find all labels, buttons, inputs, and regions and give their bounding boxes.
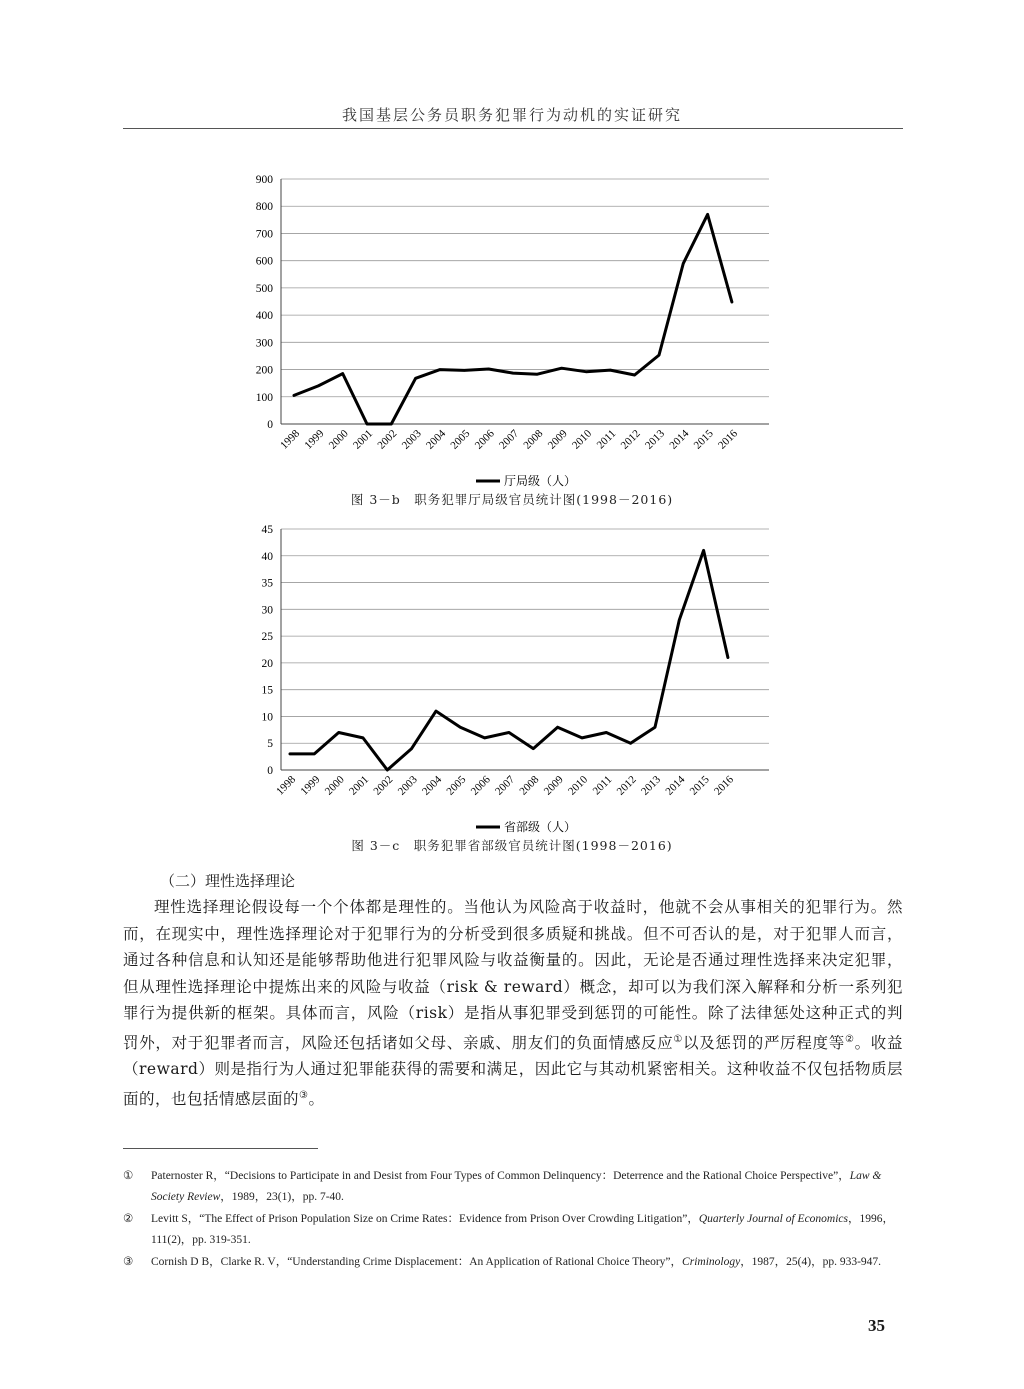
page-number: 35: [868, 1316, 885, 1335]
y-tick-label: 20: [261, 657, 273, 670]
y-tick-label: 200: [255, 364, 273, 377]
series-line: [290, 550, 728, 770]
x-tick-label: 2004: [424, 427, 449, 452]
data-point: [337, 731, 339, 733]
footnote-body: [151, 1209, 903, 1251]
data-point: [313, 753, 315, 755]
figure-caption-b: 图 3－b 职务犯罪厅局级官员统计图(1998－2016): [350, 492, 674, 507]
footnote-3: [123, 1252, 903, 1273]
y-tick-label: 900: [255, 174, 273, 186]
footnote-citation: ，1996，111(2)，pp. 319-351.: [151, 1213, 895, 1246]
section-heading: （二）理性选择理论: [160, 872, 296, 890]
x-tick-label: 2003: [399, 427, 424, 452]
footnote-body: [151, 1252, 903, 1273]
footnote-journal: Law & Society Review: [151, 1170, 882, 1203]
x-tick-label: 2010: [566, 773, 591, 798]
y-tick-label: 300: [255, 337, 273, 350]
y-tick-label: 15: [261, 684, 273, 697]
data-point: [605, 731, 607, 733]
y-tick-label: 500: [255, 282, 273, 295]
data-point: [581, 737, 583, 739]
y-tick-label: 100: [255, 391, 273, 404]
x-tick-label: 2008: [521, 427, 546, 452]
data-point: [463, 369, 465, 371]
x-tick-label: 2013: [643, 427, 668, 452]
data-point: [289, 753, 291, 755]
x-tick-label: 2015: [691, 427, 716, 452]
x-tick-label: 2005: [444, 773, 469, 798]
data-point: [487, 368, 489, 370]
legend-label: 厅局级（人）: [504, 474, 577, 488]
x-tick-label: 2016: [712, 773, 737, 798]
data-point: [459, 726, 461, 728]
x-tick-label: 1999: [298, 773, 323, 798]
footnote-journal: Criminology: [682, 1256, 741, 1268]
footnote-body: [151, 1166, 903, 1208]
x-tick-label: 2014: [663, 773, 688, 798]
x-tick-label: 2014: [667, 427, 692, 452]
series-line: [294, 214, 732, 424]
y-tick-label: 5: [267, 738, 273, 751]
footnote-mark: ③: [123, 1256, 134, 1268]
x-tick-label: 1998: [278, 427, 303, 452]
data-point: [654, 726, 656, 728]
data-point: [560, 367, 562, 369]
y-tick-label: 10: [261, 711, 273, 724]
data-point: [362, 737, 364, 739]
x-tick-label: 2013: [639, 773, 664, 798]
x-tick-label: 2015: [687, 773, 712, 798]
data-point: [439, 368, 441, 370]
x-tick-label: 2004: [420, 773, 445, 798]
header-rule: [123, 128, 903, 129]
x-tick-label: 2006: [472, 427, 497, 452]
y-tick-label: 0: [267, 419, 273, 431]
footnote-ref-2[interactable]: ②: [844, 1033, 855, 1045]
data-point: [678, 619, 680, 621]
paragraph-end: 。: [308, 1089, 325, 1108]
body-paragraph: [123, 894, 903, 1112]
x-tick-label: 2000: [322, 773, 347, 798]
data-point: [536, 373, 538, 375]
x-tick-label: 2007: [493, 773, 518, 798]
data-point: [532, 747, 534, 749]
paragraph-text-2: 以及惩罚的严厉程度等: [683, 1033, 845, 1052]
x-tick-label: 2006: [468, 773, 493, 798]
data-point: [508, 731, 510, 733]
data-point: [727, 656, 729, 658]
x-tick-label: 2011: [590, 773, 615, 798]
y-tick-label: 600: [255, 255, 273, 268]
data-point: [390, 423, 392, 425]
y-tick-label: 30: [261, 604, 273, 617]
data-point: [682, 262, 684, 264]
x-tick-label: 2005: [448, 427, 473, 452]
x-tick-label: 2012: [618, 427, 643, 452]
x-tick-label: 1998: [274, 773, 299, 798]
y-tick-label: 700: [255, 228, 273, 241]
data-point: [386, 769, 388, 771]
x-tick-label: 2002: [371, 773, 396, 798]
footnote-1: [123, 1166, 903, 1208]
chart-c: [0, 518, 1024, 834]
footnote-mark: ①: [123, 1170, 134, 1182]
data-point: [293, 394, 295, 396]
data-point: [483, 737, 485, 739]
x-tick-label: 2001: [351, 427, 376, 452]
footnote-mark: ②: [123, 1213, 134, 1225]
y-tick-label: 35: [261, 577, 273, 590]
data-point: [609, 369, 611, 371]
x-tick-label: 2007: [497, 427, 522, 452]
data-point: [410, 747, 412, 749]
footnote-ref-1[interactable]: ①: [673, 1033, 684, 1045]
footnote-citation: ，1989，23(1)，pp. 7-40.: [220, 1191, 344, 1203]
data-point: [435, 710, 437, 712]
data-point: [629, 742, 631, 744]
x-tick-label: 2000: [326, 427, 351, 452]
y-tick-label: 800: [255, 201, 273, 214]
y-tick-label: 45: [261, 524, 273, 536]
figure-caption-c: 图 3－c 职务犯罪省部级官员统计图(1998－2016): [351, 838, 673, 853]
x-tick-label: 2010: [570, 427, 595, 452]
footnote-2: [123, 1209, 903, 1251]
y-tick-label: 0: [267, 765, 273, 777]
footnote-text: Cornish D B，Clarke R. V，“Understanding Crime Displacement：An Application of Rational Choice Theory”，: [151, 1256, 683, 1268]
data-point: [731, 301, 733, 303]
x-tick-label: 2011: [594, 427, 619, 452]
x-tick-label: 2001: [347, 773, 372, 798]
footnote-text: Paternoster R，“Decisions to Participate in and Desist from Four Types of Common Delinquency：Deterrence and the Rational Choice Perspective”，: [151, 1170, 850, 1182]
x-tick-label: 2016: [716, 427, 741, 452]
footnote-ref-3[interactable]: ③: [299, 1089, 309, 1101]
x-tick-label: 2003: [395, 773, 420, 798]
data-point: [706, 213, 708, 215]
data-point: [366, 423, 368, 425]
chart-b: [0, 168, 1024, 488]
x-tick-label: 2012: [614, 773, 639, 798]
data-point: [512, 372, 514, 374]
footnote-journal: Quarterly Journal of Economics: [698, 1213, 849, 1225]
data-point: [658, 354, 660, 356]
data-point: [317, 385, 319, 387]
data-point: [341, 372, 343, 374]
x-tick-label: 2002: [375, 427, 400, 452]
y-tick-label: 25: [261, 631, 273, 644]
data-point: [556, 726, 558, 728]
x-tick-label: 2009: [541, 773, 566, 798]
data-point: [585, 371, 587, 373]
legend-label: 省部级（人）: [504, 820, 577, 834]
running-header: 我国基层公务员职务犯罪行为动机的实证研究: [341, 106, 682, 124]
data-point: [414, 377, 416, 379]
x-tick-label: 1999: [302, 427, 327, 452]
data-point: [702, 549, 704, 551]
paragraph-text-1: 理性选择理论假设每一个个体都是理性的。当他认为风险高于收益时，他就不会从事相关的犯罪行为。然而，在现实中，理性选择理论对于犯罪行为的分析受到很多质疑和挑战。但不可否认的是，对于犯罪人而言，通过各种信息和认知还是能够帮助他进行犯罪风险与收益衡量的。因此，无论是否通过理性选择来决定犯罪，但从理性选择理论中提炼出来的风险与收益（risk & reward）概念，却可以为我们深入解释和分析一系列犯罪行为提供新的框架。具体而言，风险（risk）是指从事犯罪受到惩罚的可能性。除了法律惩处这种正式的判罚外，对于犯罪者而言，风险还包括诸如父母、亲戚、朋友们的负面情感反应: [123, 898, 903, 1052]
y-tick-label: 400: [255, 310, 273, 323]
y-tick-label: 40: [261, 550, 273, 563]
x-tick-label: 2008: [517, 773, 542, 798]
footnote-rule: [123, 1148, 318, 1149]
paragraph-text-3: 。收益（reward）则是指行为人通过犯罪能获得的需要和满足，因此它与其动机紧密相关。这种收益不仅包括物质层面的，也包括情感层面的: [123, 1033, 903, 1108]
data-point: [633, 374, 635, 376]
x-tick-label: 2009: [545, 427, 570, 452]
footnote-text: Levitt S，“The Effect of Prison Population Size on Crime Rates：Evidence from Prison Over Crowding Litigation”，: [151, 1213, 699, 1225]
footnote-citation: ，1987，25(4)，pp. 933-947.: [740, 1256, 882, 1268]
